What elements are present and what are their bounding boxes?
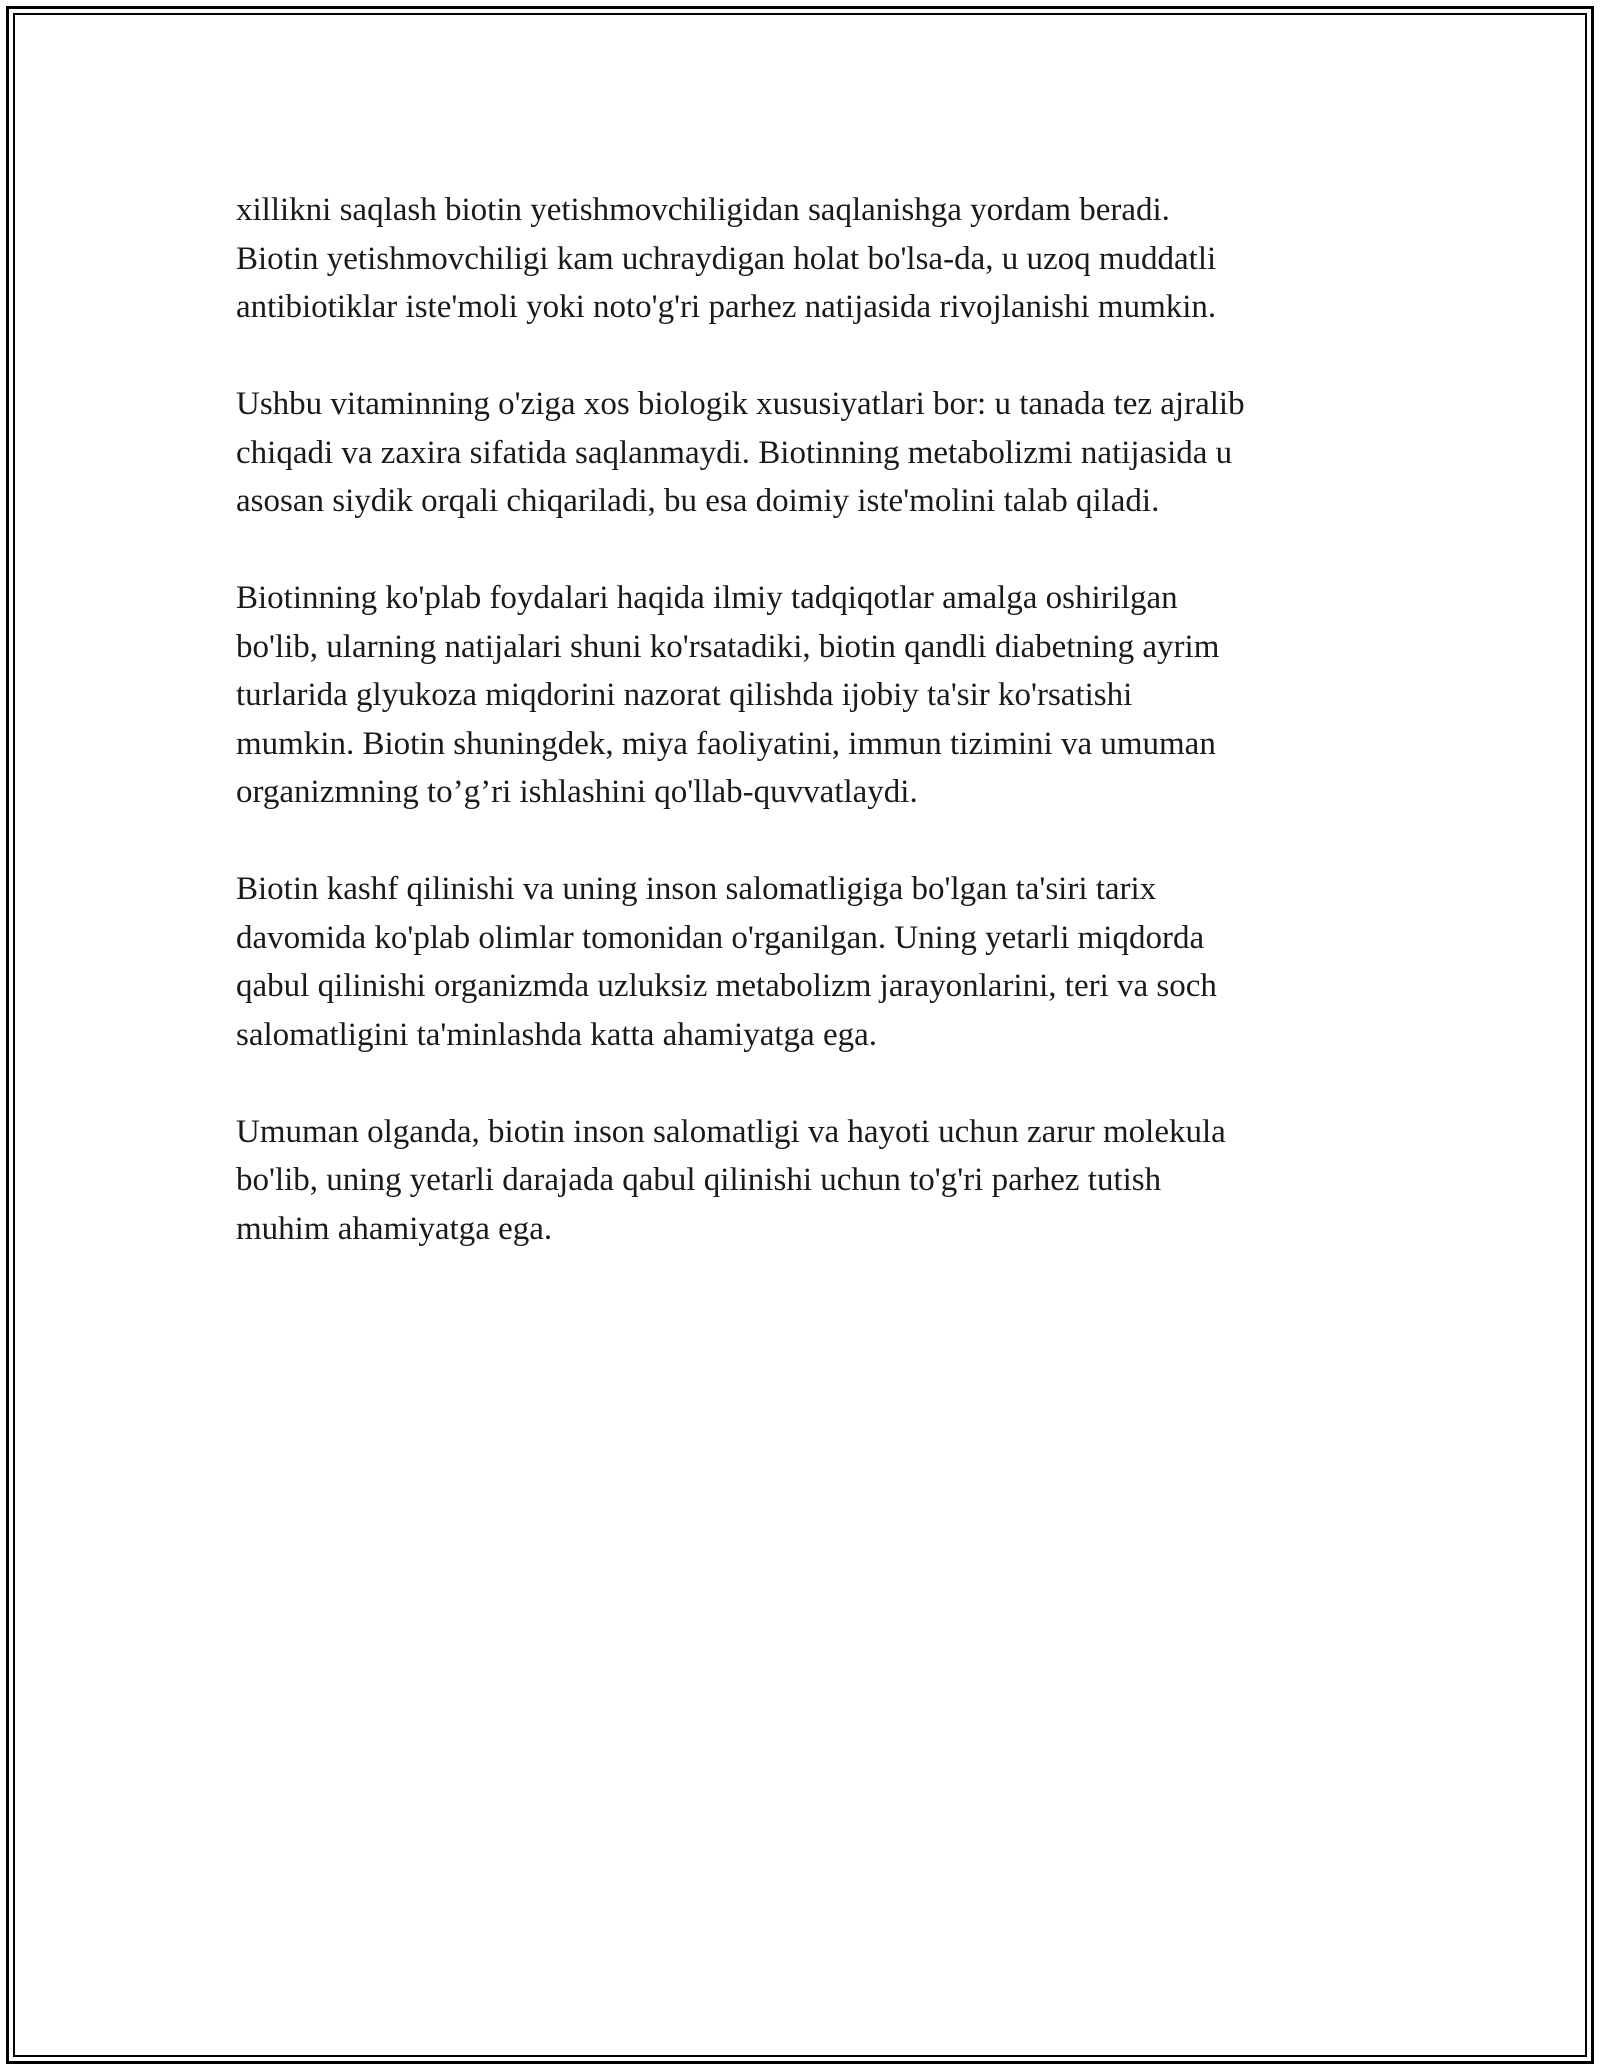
text-line: Biotin yetishmovchiligi kam uchraydigan holat bo'lsa-da, u uzoq muddatli [236, 240, 1217, 277]
paragraph-4 [236, 865, 1386, 1059]
text-line: Biotin kashf qilinishi va uning inson salomatligiga bo'lgan ta'siri tarix [236, 871, 1157, 907]
paragraph-5 [236, 1108, 1386, 1254]
paragraph-1 [236, 186, 1386, 332]
text-line: bo'lib, uning yetarli darajada qabul qilinishi uchun to'g'ri parhez tutish [236, 1162, 1162, 1198]
text-line: Ushbu vitaminning o'ziga xos biologik xususiyatlari bor: u tanada tez ajralib [236, 386, 1245, 422]
paragraph-3 [236, 574, 1386, 817]
text-line: Umuman olganda, biotin inson salomatligi va hayoti uchun zarur molekula [236, 1113, 1226, 1150]
paragraph-2 [236, 380, 1386, 526]
text-line: salomatligini ta'minlashda katta ahamiyatga ega. [236, 1016, 877, 1053]
text-line: turlarida glyukoza miqdorini nazorat qilishda ijobiy ta'sir ko'rsatishi [236, 677, 1133, 713]
text-line: antibiotiklar iste'moli yoki noto'g'ri parhez natijasida rivojlanishi mumkin. [236, 289, 1217, 325]
text-line: qabul qilinishi organizmda uzluksiz metabolizm jarayonlarini, teri va soch [236, 968, 1217, 1004]
text-line: asosan siydik orqali chiqariladi, bu esa doimiy iste'molini talab qiladi. [236, 483, 1160, 519]
document-body [236, 186, 1386, 1302]
text-line: muhim ahamiyatga ega. [236, 1210, 553, 1247]
text-line: davomida ko'plab olimlar tomonidan o'rganilgan. Uning yetarli miqdorda [236, 919, 1205, 956]
text-line: bo'lib, ularning natijalari shuni ko'rsatadiki, biotin qandli diabetning ayrim [236, 628, 1220, 665]
text-line: chiqadi va zaxira sifatida saqlanmaydi. Biotinning metabolizmi natijasida u [236, 434, 1233, 471]
text-line: Biotinning ko'plab foydalari haqida ilmiy tadqiqotlar amalga oshirilgan [236, 580, 1178, 616]
text-line: xillikni saqlash biotin yetishmovchiligidan saqlanishga yordam beradi. [236, 192, 1170, 228]
text-line: mumkin. Biotin shuningdek, miya faoliyatini, immun tizimini va umuman [236, 725, 1216, 762]
text-line: organizmning to’g’ri ishlashini qo'llab-quvvatlaydi. [236, 774, 918, 810]
